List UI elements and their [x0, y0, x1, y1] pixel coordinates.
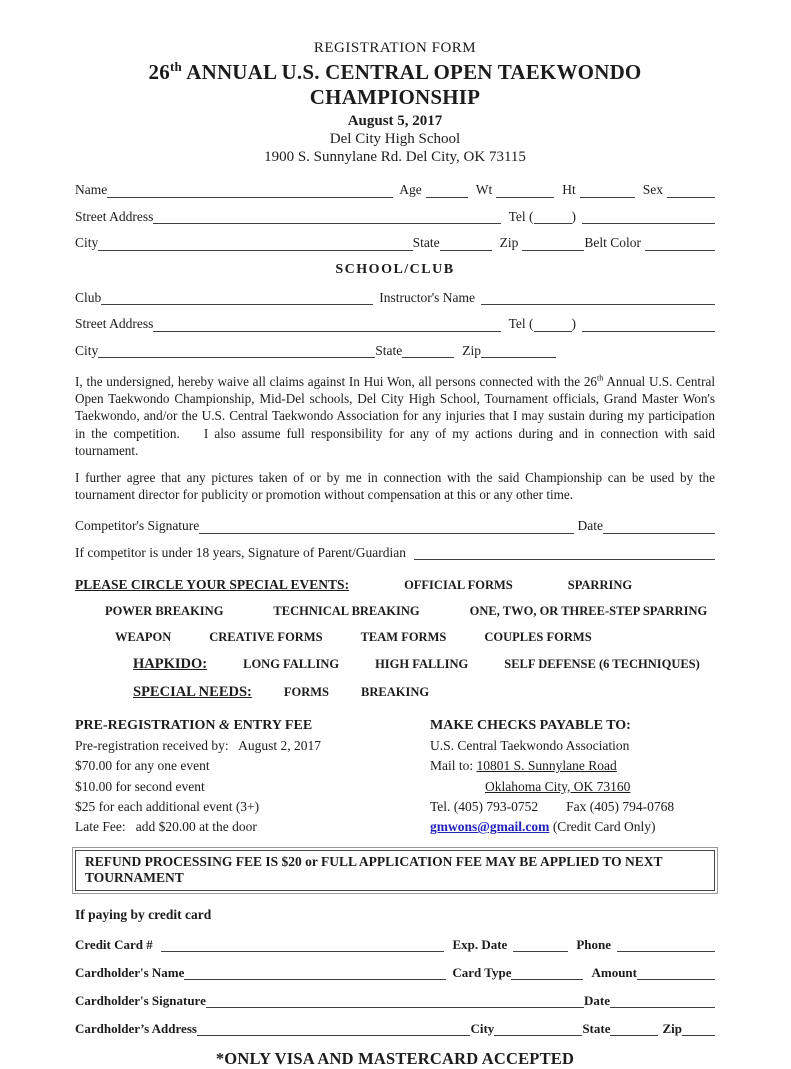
name-label: Name	[75, 182, 108, 197]
belt-color-label: Belt Color	[584, 235, 641, 251]
waiver-text-pre: I, the undersigned, hereby waive all claims against In Hui Won, all persons connected with the 26	[75, 374, 598, 390]
name-blank	[107, 183, 393, 198]
checks-column	[430, 715, 715, 837]
street-address-label: Street Address	[75, 208, 154, 224]
cc-date-label: Date	[584, 992, 610, 1008]
fee-line-second-event: $10.00 for second event	[75, 778, 205, 794]
ht-label: Ht	[562, 182, 576, 197]
fees-column	[75, 715, 430, 837]
school-state-label: State	[375, 342, 403, 358]
tel-fax-line	[430, 797, 715, 817]
guardian-signature-blank	[414, 545, 715, 560]
age-label: Age	[399, 182, 422, 197]
competitor-fields	[75, 182, 715, 251]
zip-label: Zip	[499, 235, 519, 251]
mail-address-city: Oklahoma City, OK 73160	[485, 778, 631, 794]
event-address: 1900 S. Sunnylane Rd. Del City, OK 73115	[264, 149, 526, 165]
signature-date-label: Date	[577, 518, 603, 534]
zip-blank	[522, 236, 584, 251]
event-high-falling: HIGH FALLING	[375, 657, 469, 672]
school-street-label: Street Address	[75, 316, 154, 332]
fee-line-first-event: $70.00 for any one event	[75, 758, 210, 774]
instructor-blank	[481, 290, 715, 305]
exp-date-blank	[513, 937, 568, 952]
city-blank	[98, 236, 412, 251]
school-city-label: City	[75, 342, 99, 358]
school-tel-label-open: Tel (	[508, 316, 534, 332]
title-text: ANNUAL U.S. CENTRAL OPEN TAEKWONDO CHAMPIONSHIP	[181, 60, 642, 109]
hapkido-heading: HAPKIDO:	[133, 656, 208, 673]
school-tel-blank	[582, 317, 715, 332]
club-blank	[101, 290, 373, 305]
ampersand: &	[219, 718, 230, 734]
credit-card-fields	[75, 937, 715, 1036]
mail-address-street: 10801 S. Sunnylane Road	[476, 758, 617, 774]
cc-zip-label: Zip	[662, 1020, 682, 1036]
cardholder-name-label: Cardholder's Name	[75, 964, 185, 980]
street-address-blank	[153, 209, 500, 224]
school-fields	[75, 290, 715, 359]
school-zip-blank	[481, 343, 556, 358]
amount-blank	[637, 965, 715, 980]
event-self-defense: SELF DEFENSE (6 TECHNIQUES)	[504, 657, 700, 672]
special-needs-heading: SPECIAL NEEDS:	[133, 684, 252, 701]
mail-to-label: Mail to:	[430, 758, 477, 774]
fee-line-late-fee: Late Fee: add $20.00 at the door	[75, 819, 257, 835]
tel-blank	[582, 209, 715, 224]
events-row-3	[75, 630, 715, 645]
school-city-row	[75, 343, 715, 359]
fees-heading	[75, 715, 430, 736]
event-couples-forms: COUPLES FORMS	[484, 630, 592, 645]
school-street-blank	[153, 317, 500, 332]
cardholder-address-label: Cardholder’s Address	[75, 1020, 197, 1036]
cc-city-label: City	[470, 1020, 495, 1036]
competitor-street-row	[75, 209, 715, 225]
age-blank	[426, 183, 468, 198]
state-blank	[440, 236, 492, 251]
checks-heading: MAKE CHECKS PAYABLE TO:	[430, 718, 631, 734]
school-area-code-blank	[534, 317, 572, 332]
special-events-section	[75, 577, 715, 701]
school-state-blank	[402, 343, 454, 358]
hapkido-row	[75, 656, 715, 673]
cardholder-signature-blank	[206, 993, 584, 1008]
area-code-blank	[534, 209, 572, 224]
club-row	[75, 290, 715, 306]
guardian-signature-label: If competitor is under 18 years, Signature of Parent/Guardian	[75, 544, 407, 560]
photo-release-paragraph: I further agree that any pictures taken of or by me in connection with the said Championship can be used by the tournament director for publicity or promotion without compensation at this or any other time.	[75, 469, 715, 503]
cc-phone-label: Phone	[576, 936, 611, 952]
tel-number: Tel. (405) 793-0752	[430, 798, 539, 814]
email-link[interactable]: gmwons@gmail.com	[430, 819, 550, 835]
mail-to-line	[430, 756, 715, 776]
title-ordinal-suffix: th	[169, 59, 182, 74]
state-label: State	[412, 235, 440, 251]
competitor-signature-row	[75, 518, 715, 534]
credit-card-intro: If paying by credit card	[75, 907, 212, 923]
wt-blank	[496, 183, 554, 198]
fee-line-additional-event: $25 for each additional event (3+)	[75, 798, 260, 814]
cardholder-name-row	[75, 965, 715, 980]
tel-label-close: )	[571, 208, 576, 224]
exp-date-label: Exp. Date	[452, 936, 508, 952]
waiver-paragraph	[75, 373, 715, 459]
event-date: August 5, 2017	[347, 113, 443, 129]
city-label: City	[75, 235, 99, 251]
waiver-text-post: Annual U.S. Central Open Taekwondo Championship, Mid-Del schools, Del City High School, Tournament officials, Grand Master Won's Taekwondo, and/or the U.S. Central Taekwondo Association for any injuries that I may sustain during my participation in the competition. I also assume full responsibility for any of my actions during and in connection with said tournament.	[75, 374, 715, 458]
sex-blank	[667, 183, 715, 198]
signature-date-blank	[603, 519, 715, 534]
cc-phone-blank	[617, 937, 715, 952]
cardholder-name-blank	[184, 965, 446, 980]
instructor-label: Instructor's Name	[379, 289, 476, 305]
tel-label-open: Tel (	[508, 208, 534, 224]
cc-date-blank	[610, 993, 715, 1008]
cardholder-signature-label: Cardholder's Signature	[75, 992, 206, 1008]
school-zip-label: Zip	[462, 342, 482, 358]
form-type-label: REGISTRATION FORM	[313, 40, 477, 56]
event-team-forms: TEAM FORMS	[360, 630, 447, 645]
club-label: Club	[75, 289, 102, 305]
event-weapon: WEAPON	[115, 630, 172, 645]
credit-card-number-blank	[161, 937, 445, 952]
event-special-needs-breaking: BREAKING	[361, 685, 430, 700]
fee-line-received-by: Pre-registration received by: August 2, 2017	[75, 738, 321, 754]
amount-label: Amount	[591, 964, 637, 980]
guardian-signature-row	[75, 545, 715, 561]
cards-accepted-notice: *ONLY VISA AND MASTERCARD ACCEPTED	[215, 1049, 575, 1069]
special-needs-row	[75, 684, 715, 701]
wt-label: Wt	[475, 182, 493, 197]
credit-card-number-label: Credit Card #	[75, 936, 153, 952]
belt-color-blank	[645, 236, 715, 251]
school-club-heading: SCHOOL/CLUB	[335, 261, 455, 277]
waiver-ordinal-suffix: th	[597, 373, 604, 383]
email-note: (Credit Card Only)	[549, 819, 656, 835]
event-long-falling: LONG FALLING	[243, 657, 340, 672]
special-events-heading: PLEASE CIRCLE YOUR SPECIAL EVENTS:	[75, 577, 350, 593]
card-type-label: Card Type	[452, 964, 512, 980]
email-line	[430, 817, 715, 837]
event-power-breaking: POWER BREAKING	[105, 604, 224, 619]
school-city-blank	[98, 343, 375, 358]
event-step-sparring: ONE, TWO, OR THREE-STEP SPARRING	[469, 604, 708, 619]
cardholder-signature-row	[75, 993, 715, 1008]
fax-number: Fax (405) 794-0768	[566, 798, 675, 814]
event-venue: Del City High School	[329, 131, 461, 147]
cc-state-label: State	[582, 1020, 611, 1036]
event-special-needs-forms: FORMS	[283, 685, 329, 700]
fees-heading-post: ENTRY FEE	[229, 718, 313, 734]
event-official-forms: OFFICIAL FORMS	[404, 578, 513, 593]
competitor-signature-label: Competitor's Signature	[75, 518, 200, 534]
school-street-row	[75, 316, 715, 332]
card-type-blank	[511, 965, 583, 980]
mail-address-city-line	[430, 777, 715, 797]
fees-heading-pre: PRE-REGISTRATION	[75, 718, 220, 734]
page-title	[75, 59, 715, 110]
credit-card-number-row	[75, 937, 715, 952]
sex-label: Sex	[642, 182, 663, 197]
event-technical-breaking: TECHNICAL BREAKING	[273, 604, 420, 619]
event-sparring: SPARRING	[567, 578, 633, 593]
event-creative-forms: CREATIVE FORMS	[209, 630, 323, 645]
competitor-signature-blank	[199, 519, 573, 534]
fees-and-checks-section	[75, 715, 715, 837]
association-name: U.S. Central Taekwondo Association	[430, 738, 630, 754]
ht-blank	[580, 183, 635, 198]
title-number: 26	[148, 60, 170, 84]
competitor-city-row	[75, 235, 715, 251]
events-row-1	[75, 577, 715, 593]
refund-notice-box: REFUND PROCESSING FEE IS $20 or FULL APPLICATION FEE MAY BE APPLIED TO NEXT TOURNAMENT	[75, 850, 715, 891]
events-row-2	[75, 604, 715, 619]
school-tel-label-close: )	[571, 316, 576, 332]
competitor-name-row	[75, 182, 715, 198]
